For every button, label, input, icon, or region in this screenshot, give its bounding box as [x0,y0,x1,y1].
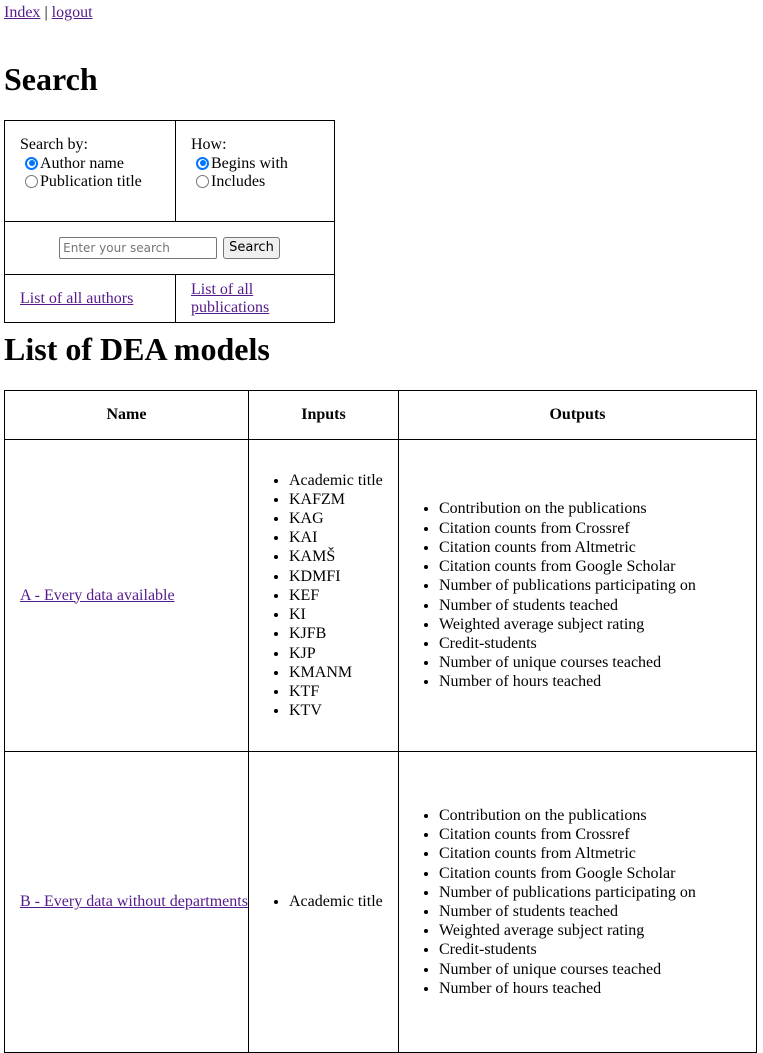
output-item: • Credit-students [439,634,756,653]
logout-link[interactable]: logout [51,4,93,21]
all-publications-cell [176,275,335,323]
input-item: • KMANM [289,663,398,682]
output-item: • Weighted average subject rating [439,921,756,940]
inputs-cell [249,440,399,752]
inputs-list [249,892,398,911]
input-item: • KTV [289,701,398,720]
input-item: • KAG [289,509,398,528]
radio-begins-with[interactable] [196,157,209,170]
output-item: • Citation counts from Crossref [439,519,756,538]
outputs-list [399,806,756,998]
outputs-list [399,499,756,691]
radio-includes-label: Includes [211,173,266,190]
search-by-cell [5,121,176,222]
output-item: • Number of hours teached [439,979,756,998]
radio-begins-with-label: Begins with [211,154,288,172]
search-input-cell [5,222,335,275]
output-item: • Contribution on the publications [439,806,756,825]
top-nav [4,4,93,22]
radio-author-name-option[interactable] [20,155,175,174]
input-item: • KDMFI [289,567,398,586]
input-item: • KAI [289,528,398,547]
outputs-cell [399,752,757,1053]
inputs-cell [249,752,399,1053]
radio-publication-title[interactable] [25,175,38,188]
radio-author-name[interactable] [25,157,38,170]
nav-separator: | [44,4,48,21]
input-item: • KJP [289,644,398,663]
input-item: • KAMŠ [289,547,398,566]
output-item: • Number of publications participating on [439,883,756,902]
how-cell [176,121,335,222]
search-heading: Search [4,61,98,97]
input-item: • KTF [289,682,398,701]
output-item: • Contribution on the publications [439,499,756,518]
input-item: • KAFZM [289,490,398,509]
all-authors-link[interactable]: List of all authors [20,289,134,307]
input-item: • KJFB [289,624,398,643]
output-item: • Citation counts from Google Scholar [439,864,756,883]
header-outputs: Outputs [399,391,757,440]
radio-author-name-label: Author name [40,154,124,172]
input-item: • Academic title [289,892,398,911]
output-item: • Credit-students [439,940,756,959]
table-row [5,752,757,1053]
output-item: • Number of students teached [439,902,756,921]
radio-includes-option[interactable] [191,173,334,192]
output-item: • Number of students teached [439,596,756,615]
radio-publication-title-option[interactable] [20,173,175,192]
search-input[interactable]: Enter your search [59,237,217,259]
input-item: • KEF [289,586,398,605]
dea-models-heading: List of DEA models [4,331,270,367]
dea-models-table [4,390,757,1053]
outputs-cell [399,440,757,752]
output-item: • Citation counts from Altmetric [439,538,756,557]
search-by-label: Search by: [20,136,88,153]
output-item: • Number of hours teached [439,672,756,691]
output-item: • Citation counts from Google Scholar [439,557,756,576]
header-name: Name [5,391,249,440]
input-item: • Academic title [289,471,398,490]
all-publications-link[interactable]: List of all publications [191,280,270,316]
output-item: • Citation counts from Altmetric [439,844,756,863]
search-form [4,120,335,323]
inputs-list [249,471,398,721]
output-item: • Number of unique courses teached [439,653,756,672]
output-item: • Number of publications participating on [439,576,756,595]
table-header-row [5,391,757,440]
radio-publication-title-label: Publication title [40,173,142,190]
output-item: • Number of unique courses teached [439,960,756,979]
radio-includes[interactable] [196,175,209,188]
index-link[interactable]: Index [4,4,41,21]
table-row [5,440,757,752]
how-label: How: [191,136,227,153]
radio-begins-with-option[interactable] [191,155,334,174]
model-link[interactable]: B - Every data without departments [20,893,248,910]
model-name-cell [5,752,249,1053]
model-link[interactable]: A - Every data available [20,586,175,604]
all-authors-cell [5,275,176,323]
search-button[interactable]: Search [223,237,280,259]
model-name-cell [5,440,249,752]
output-item: • Weighted average subject rating [439,615,756,634]
input-item: • KI [289,605,398,624]
header-inputs: Inputs [249,391,399,440]
output-item: • Citation counts from Crossref [439,825,756,844]
